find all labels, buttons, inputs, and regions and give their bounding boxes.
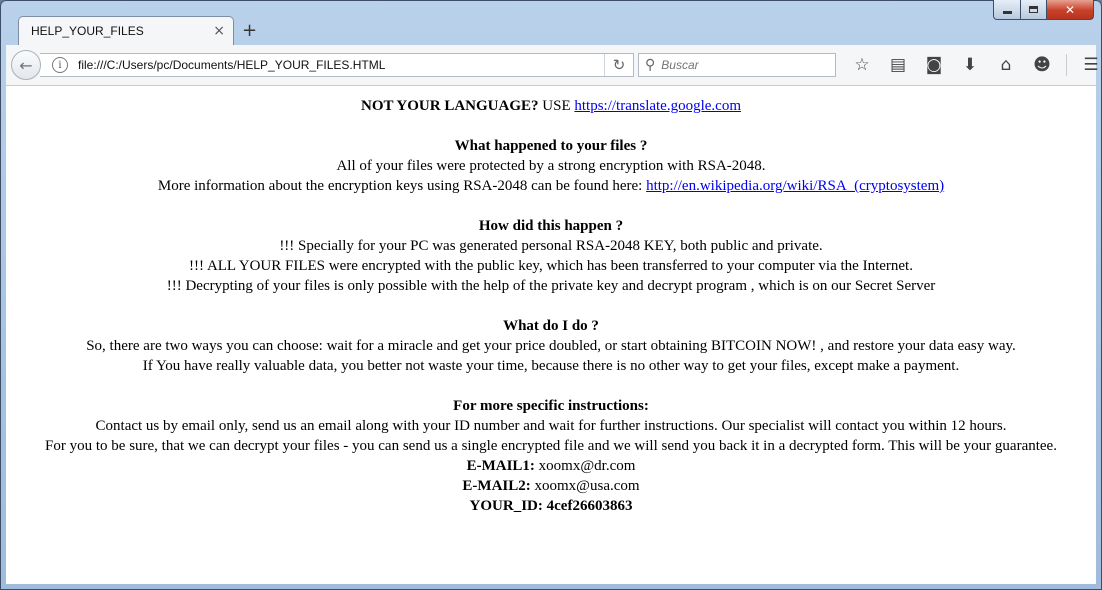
email2-value: xoomx@usa.com	[530, 478, 640, 494]
window-caption-buttons	[993, 0, 1094, 20]
search-icon: ⚲	[645, 57, 656, 73]
star-icon[interactable]: ☆	[854, 55, 870, 75]
email1-label: E-MAIL1:	[466, 458, 535, 474]
page-content	[6, 86, 1096, 584]
tab-help-your-files[interactable]	[18, 16, 234, 45]
wikipedia-link[interactable]: http://en.wikipedia.org/wiki/RSA_(cryptosystem)	[646, 178, 945, 194]
heading-how-happened: How did this happen ?	[478, 218, 624, 234]
p2-line3: !!! Decrypting of your files is only possible with the help of the private key and decrypt program , which is on our Secret Server	[166, 278, 936, 294]
p2-line2: !!! ALL YOUR FILES were encrypted with the public key, which has been transferred to your computer via the Internet.	[189, 258, 913, 274]
back-arrow-icon: ←	[19, 55, 33, 75]
toolbar-icons	[844, 54, 1102, 76]
email1-value: xoomx@dr.com	[534, 458, 636, 474]
back-button[interactable]	[11, 50, 41, 80]
translate-link[interactable]: https://translate.google.com	[574, 98, 741, 114]
p2-line1: !!! Specially for your PC was generated personal RSA-2048 KEY, both public and private.	[279, 238, 823, 254]
language-use-text: USE	[538, 98, 575, 114]
p1-line2: More information about the encryption keys using RSA-2048 can be found here:	[157, 178, 647, 194]
heading-what-do-i-do: What do I do ?	[503, 318, 599, 334]
minimize-button[interactable]	[993, 0, 1021, 20]
url-text[interactable]: file:///C:/Users/pc/Documents/HELP_YOUR_FILES.HTML	[78, 58, 386, 72]
id-value: 4cef26603863	[542, 498, 633, 514]
close-window-button[interactable]	[1047, 0, 1094, 20]
id-label: YOUR_ID:	[469, 498, 543, 514]
pocket-icon[interactable]: ◙	[925, 55, 943, 75]
p3-line2: If You have really valuable data, you better not waste your time, because there is no other way to get your files, except make a payment.	[142, 358, 960, 374]
heading-what-happened: What happened to your files ?	[454, 138, 648, 154]
reload-icon[interactable]: ↻	[604, 54, 633, 76]
language-line	[6, 96, 1096, 116]
maximize-icon	[1029, 6, 1038, 13]
tab-close-icon[interactable]: ×	[213, 23, 225, 39]
menu-icon[interactable]: ☰	[1083, 55, 1099, 75]
p4-line2: For you to be sure, that we can decrypt your files - you can send us a single encrypted file and we will send you back it in a decrypted form. This will be your guarantee.	[45, 438, 1057, 454]
close-icon: ✕	[1064, 2, 1076, 17]
p1-line1: All of your files were protected by a strong encryption with RSA-2048.	[336, 158, 766, 174]
p3-line1: So, there are two ways you can choose: wait for a miracle and get your price doubled, or start obtaining BITCOIN NOW! , and restore your data easy way.	[86, 338, 1016, 354]
email2-label: E-MAIL2:	[462, 478, 531, 494]
navigation-bar	[6, 45, 1099, 86]
tab-title: HELP_YOUR_FILES	[31, 24, 144, 38]
search-input[interactable]	[659, 57, 823, 73]
language-heading: NOT YOUR LANGUAGE?	[360, 98, 539, 114]
url-bar[interactable]	[40, 53, 634, 77]
home-icon[interactable]: ⌂	[1000, 55, 1012, 75]
heading-instructions: For more specific instructions:	[453, 398, 649, 414]
reading-list-icon[interactable]: ▤	[889, 55, 907, 75]
p4-line1: Contact us by email only, send us an email along with your ID number and wait for further instructions. Our specialist will contact you within 12 hours.	[95, 418, 1007, 434]
toolbar-separator	[1066, 54, 1067, 76]
new-tab-button[interactable]: +	[242, 20, 258, 41]
hello-icon[interactable]: ☻	[1033, 55, 1051, 75]
info-icon[interactable]: i	[52, 57, 68, 73]
maximize-button[interactable]	[1021, 0, 1047, 20]
search-bar[interactable]	[638, 53, 836, 77]
download-icon[interactable]: ⬇	[962, 55, 978, 75]
minimize-icon	[1003, 11, 1012, 14]
